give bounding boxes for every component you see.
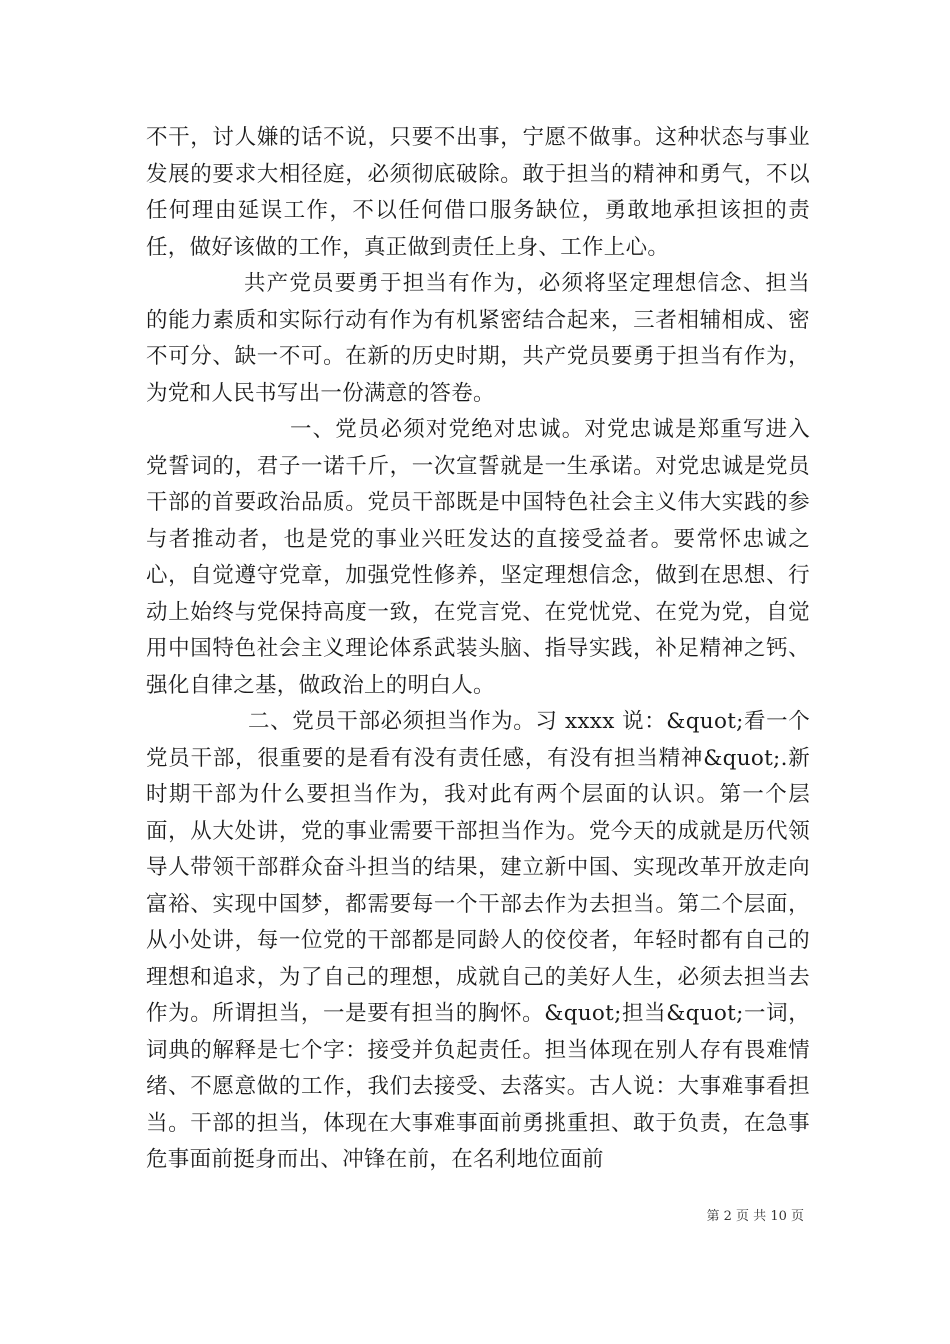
page-number: 第 2 页 共 10 页 bbox=[706, 1209, 804, 1224]
paragraph-continuation: 不干，讨人嫌的话不说，只要不出事，宁愿不做事。这种状态与事业发展的要求大相径庭，必须彻底破除。敢于担当的精神和勇气，不以任何理由延误工作，不以任何借口服务缺位，勇敢地承担该担的责任，做好该做的工作，真正做到责任上身、工作上心。 bbox=[146, 125, 810, 260]
document-body bbox=[146, 120, 810, 1179]
paragraph-section-one: 一、党员必须对党绝对忠诚。对党忠诚是郑重写进入党誓词的，君子一诺千斤，一次宣誓就是一生承诺。对党忠诚是党员干部的首要政治品质。党员干部既是中国特色社会主义伟大实践的参与者推动者，也是党的事业兴旺发达的直接受益者。要常怀忠诚之心，自觉遵守党章，加强党性修养，坚定理想信念，做到在思想、行动上始终与党保持高度一致，在党言党、在党忧党、在党为党，自觉用中国特色社会主义理论体系武装头脑、指导实践，补足精神之钙、强化自律之基，做政治上的明白人。 bbox=[146, 417, 810, 698]
paragraph-section-two: 二、党员干部必须担当作为。习 xxxx 说：&quot;看一个党员干部，很重要的是看有没有责任感，有没有担当精神&quot;.新时期干部为什么要担当作为，我对此有两个层面的认识。第一个层面，从大处讲，党的事业需要干部担当作为。党今天的成就是历代领导人带领干部群众奋斗担当的结果，建立新中国、实现改革开放走向富裕、实现中国梦，都需要每一个干部去作为去担当。第二个层面，从小处讲，每一位党的干部都是同龄人的佼佼者，年轻时都有自己的理想和追求，为了自己的理想，成就自己的美好人生，必须去担当去作为。所谓担当，一是要有担当的胸怀。&quot;担当&quot;一词，词典的解释是七个字：接受并负起责任。担当体现在别人存有畏难情绪、不愿意做的工作，我们去接受、去落实。古人说：大事难事看担当。干部的担当，体现在大事难事面前勇挑重担、敢于负责，在急事危事面前挺身而出、冲锋在前，在名利地位面前 bbox=[146, 709, 810, 1172]
paragraph-summary: 共产党员要勇于担当有作为，必须将坚定理想信念、担当的能力素质和实际行动有作为有机紧密结合起来，三者相辅相成、密不可分、缺一不可。在新的历史时期，共产党员要勇于担当有作为，为党和人民书写出一份满意的答卷。 bbox=[146, 271, 810, 406]
